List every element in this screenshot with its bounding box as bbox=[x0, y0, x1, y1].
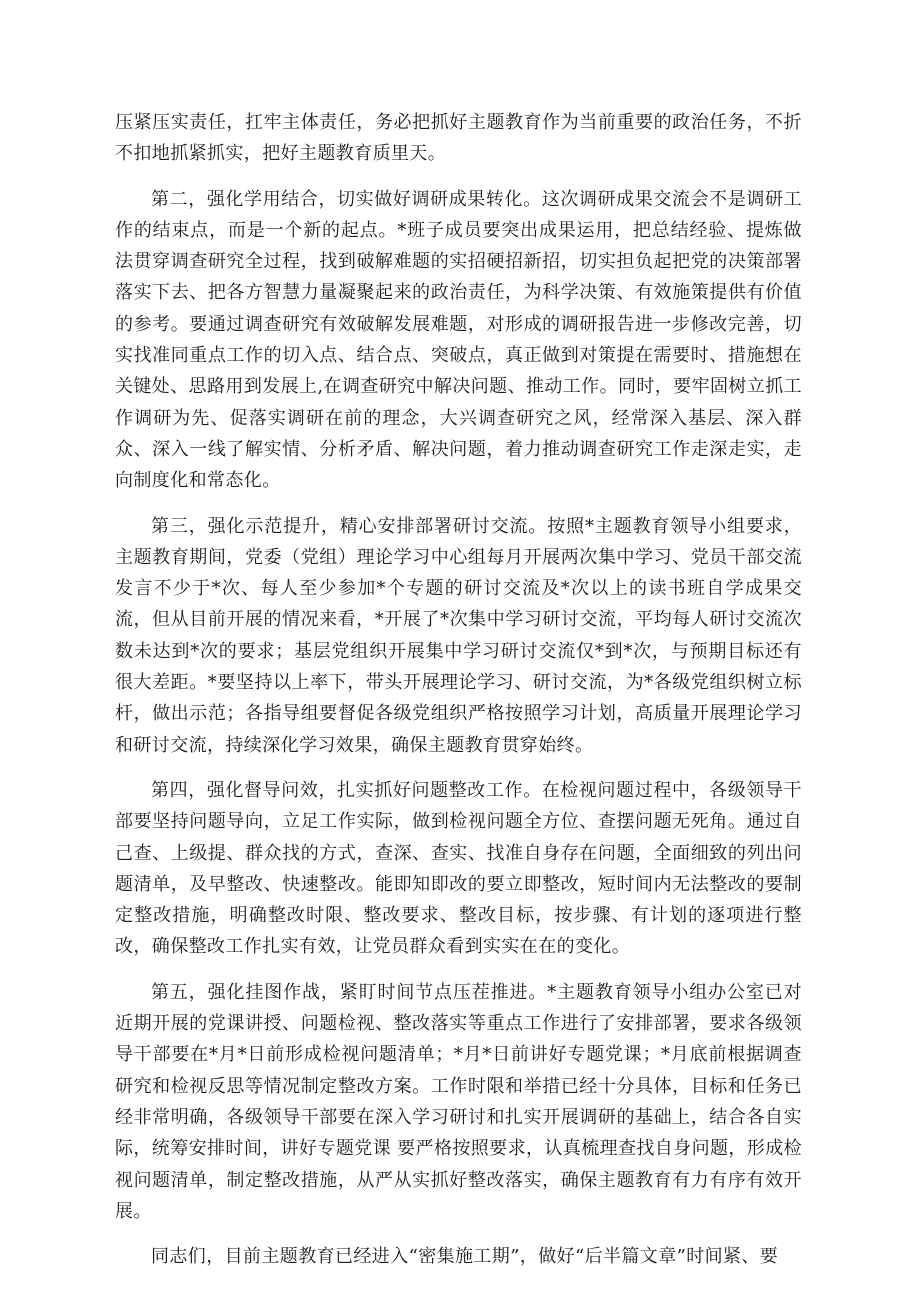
paragraph-closing: 同志们，目前主题教育已经进入“密集施工期”，做好“后半篇文章”时间紧、要 bbox=[151, 1246, 779, 1268]
paragraph-fourth-point: 第四，强化督导问效，扎实抓好问题整改工作。在检视问题过程中，各级领导干部要坚持问题导向，立足工作实际，做到检视问题全方位、查摆问题无死角。通过自己查、上级提、群众找的方式，查深、查实、找准自身存在问题，全面细致的列出问题清单，及早整改、快速整改。能即知即改的要立即整改，短时间内无法整改的要制定整改措施，明确整改时限、整改要求、整改目标，按步骤、有计划的逐项进行整改，确保整改工作扎实有效，让党员群众看到实实在在的变化。 bbox=[115, 779, 802, 958]
paragraph-fifth-point: 第五，强化挂图作战，紧盯时间节点压茬推进。*主题教育领导小组办公室已对近期开展的党课讲授、问题检视、整改落实等重点工作进行了安排部署，要求各级领导干部要在*月*日前形成检视问题清单；*月*日前讲好专题党课；*月底前根据调查研究和检视反思等情况制定整改方案。工作时限和举措已经十分具体，目标和任务已经非常明确，各级领导干部要在深入学习研讨和扎实开展调研的基础上，结合各自实际，统筹安排时间，讲好专题党课 要严格按照要求，认真梳理查找自身问题，形成检视问题清单，制定整改措施，从严从实抓好整改落实，确保主题教育有力有序有效开展。 bbox=[115, 981, 802, 1222]
paragraph-continuation: 压紧压实责任，扛牢主体责任，务必把抓好主题教育作为当前重要的政治任务，不折不扣地抓紧抓实，把好主题教育质里天。 bbox=[115, 112, 802, 165]
paragraph-third-point: 第三，强化示范提升，精心安排部署研讨交流。按照*主题教育领导小组要求，主题教育期间，党委（党组）理论学习中心组每月开展两次集中学习、党员干部交流发言不少于*次、每人至少参加*个专题的研讨交流及*次以上的读书班自学成果交流，但从目前开展的情况来看，*开展了*次集中学习研讨交流，平均每人研讨交流次数未达到*次的要求；基层党组织开展集中学习研讨交流仅*到*次，与预期目标还有很大差距。*要坚持以上率下，带头开展理论学习、研讨交流，为*各级党组织树立标杆，做出示范；各指导组要督促各级党组织严格按照学习计划，高质量开展理论学习和研讨交流，持续深化学习效果，确保主题教育贯穿始终。 bbox=[115, 515, 802, 756]
paragraph-second-point: 第二，强化学用结合，切实做好调研成果转化。这次调研成果交流会不是调研工作的结束点，而是一个新的起点。*班子成员要突出成果运用，把总结经验、提炼做法贯穿调查研究全过程，找到破解难题的实招硬招新招，切实担负起把党的决策部署落实下去、把各方智慧力量凝聚起来的政治责任，为科学决策、有效施策提供有价值的参考。要通过调查研究有效破解发展难题，对形成的调研报告进一步修改完善，切实找准同重点工作的切入点、结合点、突破点，真正做到对策提在需要时、措施想在关键处、思路用到发展上,在调查研究中解决问题、推动工作。同时，要牢固树立抓工作调研为先、促落实调研在前的理念，大兴调查研究之风，经常深入基层、深入群众、深入一线了解实情、分析矛盾、解决问题，着力推动调查研究工作走深走实，走向制度化和常态化。 bbox=[115, 188, 802, 492]
